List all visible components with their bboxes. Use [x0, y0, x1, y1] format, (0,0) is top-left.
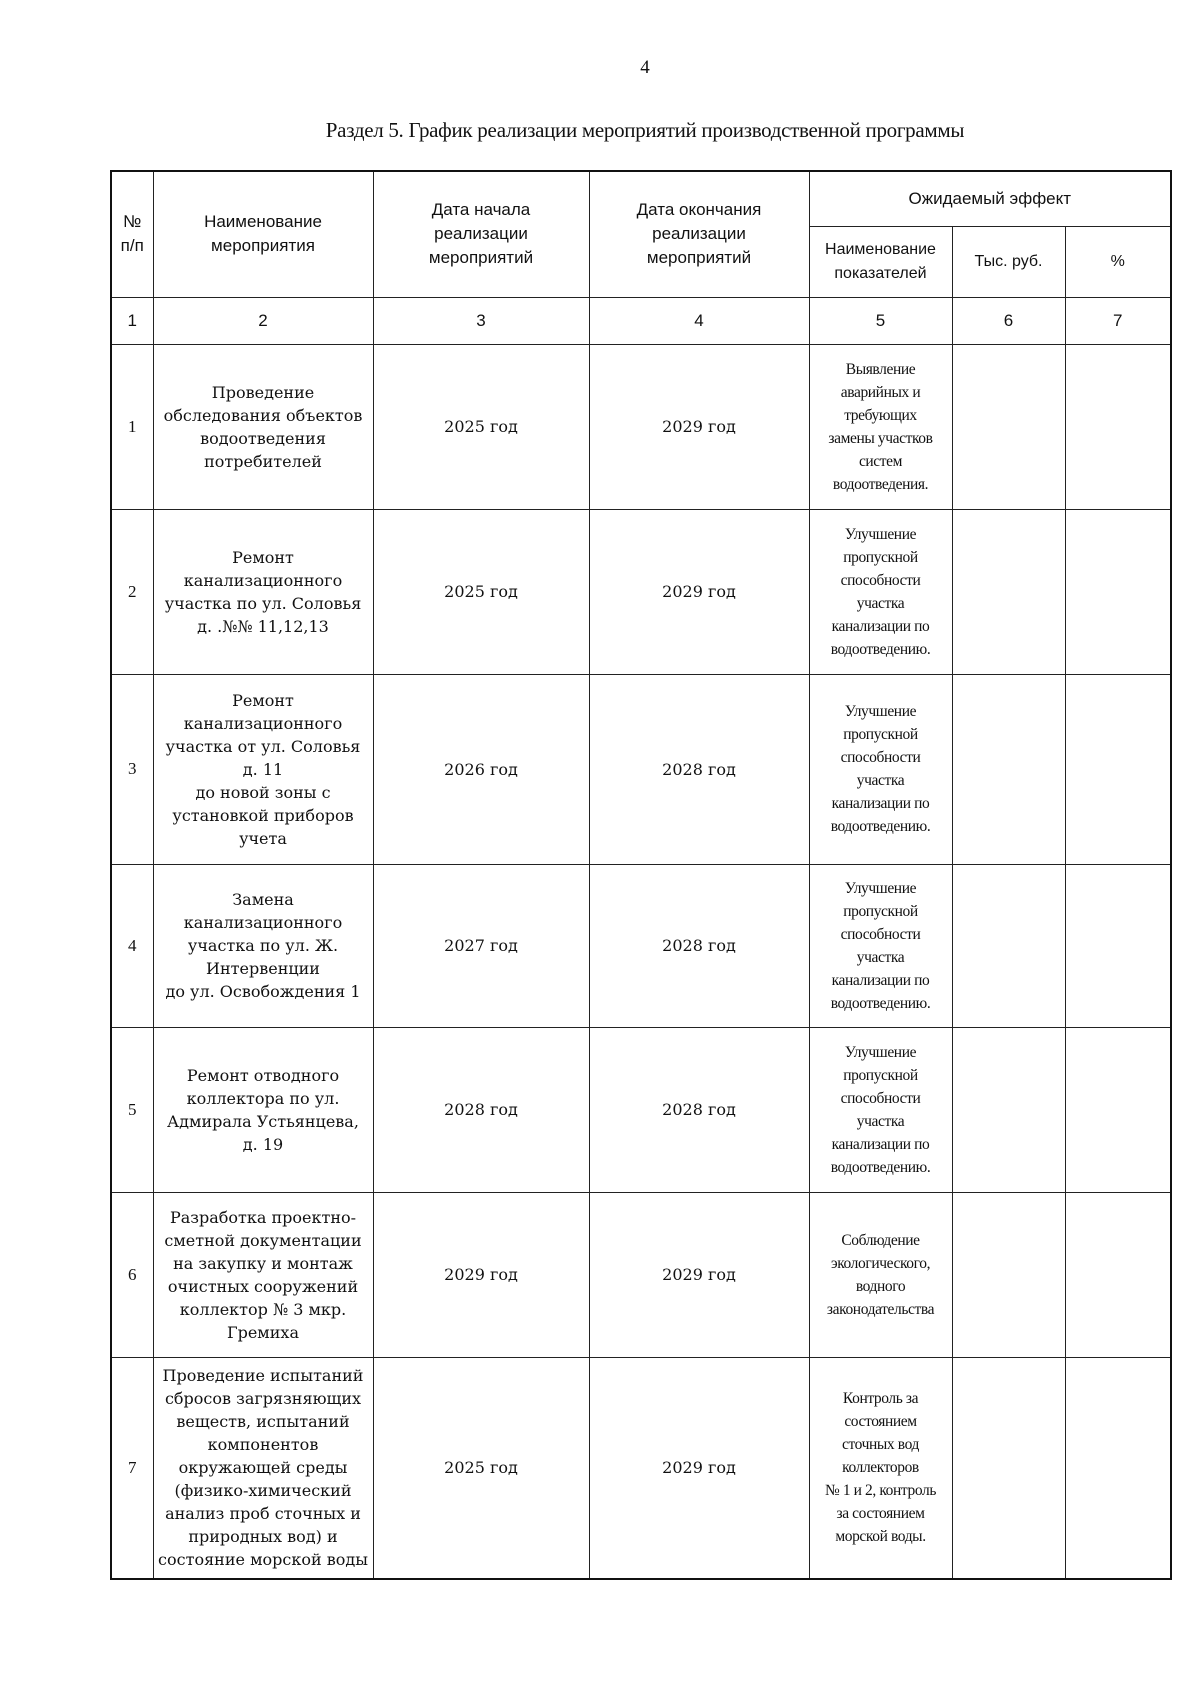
header-percent: % [1065, 226, 1171, 297]
table-row [111, 1027, 1171, 1192]
percent-value [1065, 1357, 1171, 1579]
indicator: Контроль за состоянием сточных вод коллекторов № 1 и 2, контроль за состоянием морской воды. [809, 1357, 952, 1579]
measure-name: Замена канализационного участка по ул. Ж. Интервенции до ул. Освобождения 1 [153, 864, 373, 1027]
thousand-rub-value [952, 1027, 1065, 1192]
thousand-rub-value [952, 674, 1065, 864]
measure-name: Разработка проектно- сметной документации на закупку и монтаж очистных сооружений коллектор № 3 мкр. Гремиха [153, 1192, 373, 1357]
thousand-rub-value [952, 1357, 1065, 1579]
start-date: 2027 год [373, 864, 589, 1027]
table-row [111, 1357, 1171, 1579]
column-number: 2 [153, 297, 373, 344]
row-number: 6 [111, 1192, 153, 1357]
table-row [111, 1192, 1171, 1357]
measure-name: Ремонт отводного коллектора по ул. Адмирала Устьянцева, д. 19 [153, 1027, 373, 1192]
column-number: 1 [111, 297, 153, 344]
percent-value [1065, 864, 1171, 1027]
end-date: 2029 год [589, 1192, 809, 1357]
thousand-rub-value [952, 509, 1065, 674]
header-start-date: Дата начала реализации мероприятий [373, 171, 589, 297]
end-date: 2029 год [589, 509, 809, 674]
end-date: 2028 год [589, 864, 809, 1027]
start-date: 2025 год [373, 344, 589, 509]
percent-value [1065, 1027, 1171, 1192]
header-expected-effect: Ожидаемый эффект [809, 171, 1171, 226]
column-number: 5 [809, 297, 952, 344]
header-num: № п/п [111, 171, 153, 297]
thousand-rub-value [952, 864, 1065, 1027]
row-number: 1 [111, 344, 153, 509]
header-end-date: Дата окончания реализации мероприятий [589, 171, 809, 297]
percent-value [1065, 344, 1171, 509]
percent-value [1065, 509, 1171, 674]
end-date: 2028 год [589, 1027, 809, 1192]
table-row [111, 674, 1171, 864]
row-number: 4 [111, 864, 153, 1027]
indicator: Улучшение пропускной способности участка канализации по водоотведению. [809, 1027, 952, 1192]
start-date: 2026 год [373, 674, 589, 864]
indicator: Выявление аварийных и требующих замены участков систем водоотведения. [809, 344, 952, 509]
measure-name: Ремонт канализационного участка по ул. Соловья д. .№№ 11,12,13 [153, 509, 373, 674]
indicator: Улучшение пропускной способности участка канализации по водоотведению. [809, 674, 952, 864]
indicator: Улучшение пропускной способности участка канализации по водоотведению. [809, 864, 952, 1027]
indicator: Соблюдение экологического, водного законодательства [809, 1192, 952, 1357]
start-date: 2025 год [373, 509, 589, 674]
table-body [111, 344, 1171, 1579]
section-title: Раздел 5. График реализации мероприятий производственной программы [325, 118, 965, 142]
table-row [111, 344, 1171, 509]
measure-name: Ремонт канализационного участка от ул. Соловья д. 11 до новой зоны с установкой приборов учета [153, 674, 373, 864]
header-indicators: Наименование показателей [809, 226, 952, 297]
start-date: 2029 год [373, 1192, 589, 1357]
indicator: Улучшение пропускной способности участка канализации по водоотведению. [809, 509, 952, 674]
column-number: 3 [373, 297, 589, 344]
row-number: 3 [111, 674, 153, 864]
percent-value [1065, 674, 1171, 864]
schedule-table [110, 170, 1172, 1580]
row-number: 5 [111, 1027, 153, 1192]
thousand-rub-value [952, 344, 1065, 509]
row-number: 7 [111, 1357, 153, 1579]
measure-name: Проведение испытаний сбросов загрязняющих веществ, испытаний компонентов окружающей среды (физико-химический анализ проб сточных и природных вод) и состояние морской воды [153, 1357, 373, 1579]
header-name: Наименование мероприятия [153, 171, 373, 297]
start-date: 2028 год [373, 1027, 589, 1192]
start-date: 2025 год [373, 1357, 589, 1579]
column-number: 7 [1065, 297, 1171, 344]
end-date: 2028 год [589, 674, 809, 864]
percent-value [1065, 1192, 1171, 1357]
end-date: 2029 год [589, 1357, 809, 1579]
end-date: 2029 год [589, 344, 809, 509]
header-thousand-rub: Тыс. руб. [952, 226, 1065, 297]
thousand-rub-value [952, 1192, 1065, 1357]
column-numbers-row [111, 297, 1171, 344]
page-number: 4 [640, 57, 650, 78]
column-number: 4 [589, 297, 809, 344]
table-row [111, 509, 1171, 674]
row-number: 2 [111, 509, 153, 674]
table-row [111, 864, 1171, 1027]
measure-name: Проведение обследования объектов водоотведения потребителей [153, 344, 373, 509]
column-number: 6 [952, 297, 1065, 344]
